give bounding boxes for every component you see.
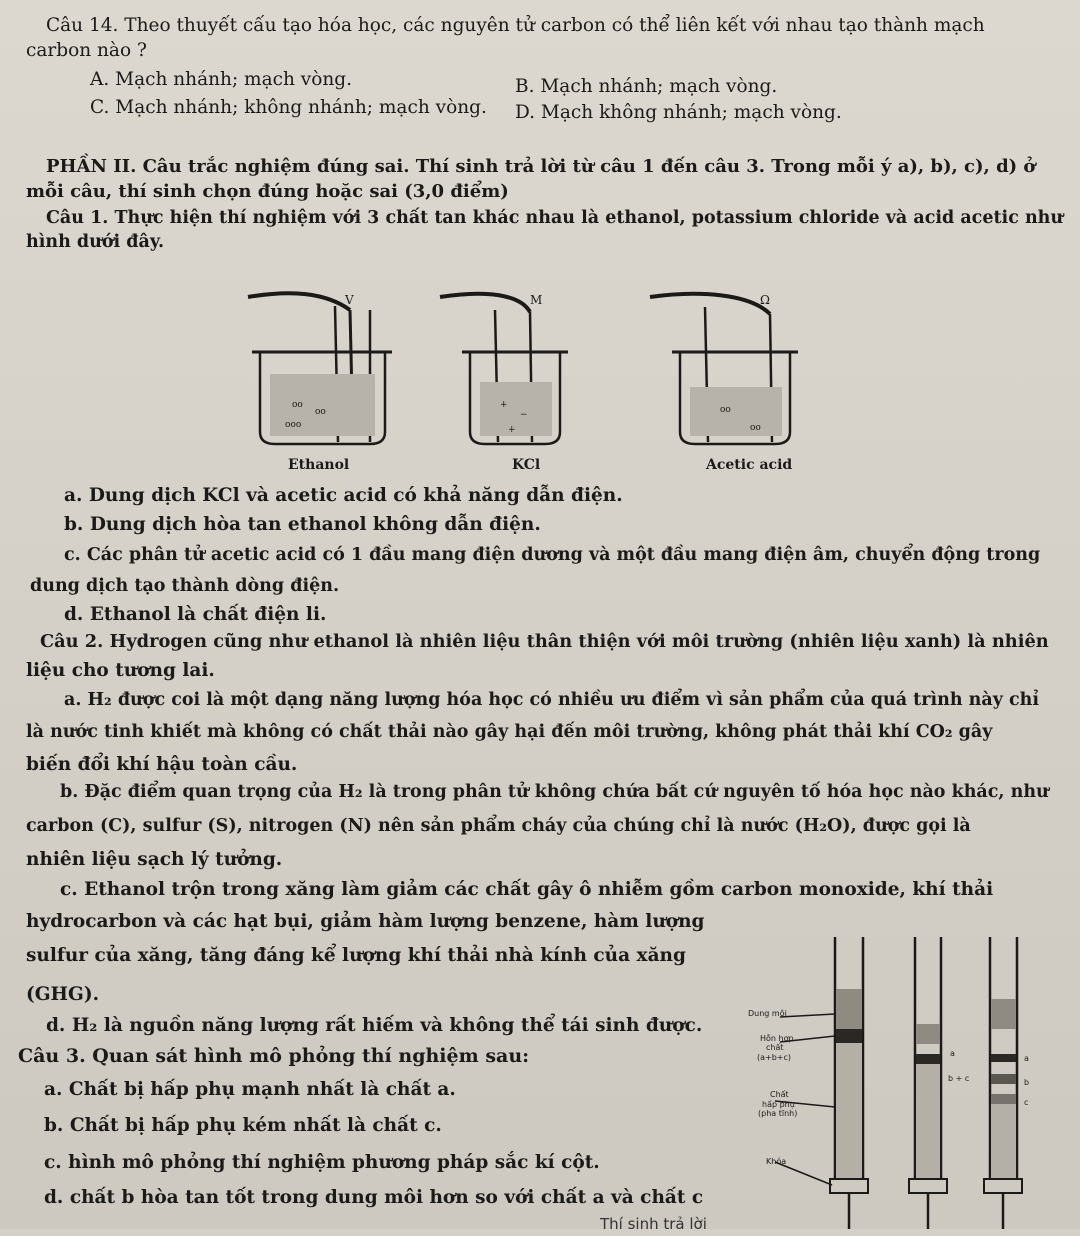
q14-option-d: D. Mạch không nhánh; mạch vòng. <box>515 102 842 123</box>
chromatography-column-figure <box>735 929 1065 1229</box>
c1-statement-b: b. Dung dịch hòa tan ethanol không dẫn điện. <box>64 514 541 535</box>
svg-text:ooo: ooo <box>285 420 302 430</box>
q14-stem-line-1: Câu 14. Theo thuyết cấu tạo hóa học, các nguyên tử carbon có thể liên kết với nhau tạo thành mạch <box>46 15 985 36</box>
c2-stem-line-2: liệu cho tương lai. <box>26 660 215 681</box>
mixture-label-3: (a+b+c) <box>757 1053 792 1062</box>
q14-stem-line-2: carbon nào ? <box>26 40 147 61</box>
band-b-plus-c-label: b + c <box>948 1074 970 1083</box>
c2-statement-c-line-1: c. Ethanol trộn trong xăng làm giảm các chất gây ô nhiễm gồm carbon monoxide, khí thải <box>60 879 994 900</box>
band-a-label-column-2: a <box>950 1049 955 1058</box>
kcl-beaker <box>440 293 568 444</box>
c3-statement-a: a. Chất bị hấp phụ mạnh nhất là chất a. <box>44 1079 456 1100</box>
column-2 <box>909 937 947 1229</box>
svg-text:M: M <box>530 293 543 307</box>
c3-stem: Câu 3. Quan sát hình mô phỏng thí nghiệm sau: <box>18 1045 530 1067</box>
mixture-label-2: chất <box>766 1043 784 1052</box>
c2-statement-c-line-3: sulfur của xăng, tăng đáng kể lượng khí thải nhà kính của xăng <box>26 945 686 966</box>
mixture-label-1: Hỗn hợp <box>760 1034 794 1043</box>
c2-statement-b-line-2: carbon (C), sulfur (S), nitrogen (N) nên sản phẩm cháy của chúng chỉ là nước (H₂O), được gọi là <box>26 816 971 836</box>
q14-option-b: B. Mạch nhánh; mạch vòng. <box>515 76 778 97</box>
acetic-acid-beaker <box>650 293 798 444</box>
adsorbent-label-1: Chất <box>770 1090 789 1099</box>
svg-text:Ω: Ω <box>760 293 770 307</box>
c3-statement-d: d. chất b hòa tan tốt trong dung môi hơn so với chất a và chất c <box>44 1187 704 1208</box>
svg-text:oo: oo <box>750 423 761 433</box>
c1-statement-d: d. Ethanol là chất điện li. <box>64 604 327 625</box>
c2-statement-a-line-1: a. H₂ được coi là một dạng năng lượng hóa học có nhiều ưu điểm vì sản phẩm của quá trình này chỉ <box>64 690 1040 710</box>
c1-statement-c-line-2: dung dịch tạo thành dòng điện. <box>30 576 340 596</box>
c1-stem-line-2: hình dưới đây. <box>26 232 165 252</box>
c2-statement-c-line-4: (GHG). <box>26 984 100 1005</box>
adsorbent-label-2: hấp phụ <box>762 1100 795 1109</box>
c2-statement-d: d. H₂ là nguồn năng lượng rất hiếm và không thể tái sinh được. <box>46 1015 703 1036</box>
footer-fragment: Thí sinh trả lời <box>600 1215 707 1233</box>
kcl-label: KCl <box>512 457 541 473</box>
c1-statement-c-line-1: c. Các phân tử acetic acid có 1 đầu mang điện dương và một đầu mang điện âm, chuyển động trong <box>64 545 1041 565</box>
svg-text:oo: oo <box>292 400 303 410</box>
part2-heading-line-2: mỗi câu, thí sinh chọn đúng hoặc sai (3,0 điểm) <box>26 181 509 202</box>
ethanol-beaker <box>248 293 392 444</box>
c1-stem-line-1: Câu 1. Thực hiện thí nghiệm với 3 chất tan khác nhau là ethanol, potassium chloride và acid acetic như <box>46 208 1064 228</box>
svg-text:+: + <box>500 400 508 410</box>
c2-statement-c-line-2: hydrocarbon và các hạt bụi, giảm hàm lượng benzene, hàm lượng <box>26 911 705 932</box>
solvent-label: Dung môi <box>748 1009 787 1018</box>
part2-heading-line-1: PHẦN II. Câu trắc nghiệm đúng sai. Thí sinh trả lời từ câu 1 đến câu 3. Trong mỗi ý a), b), c), d) ở <box>46 156 1036 177</box>
band-c-label: c <box>1024 1098 1029 1107</box>
adsorbent-label-3: (pha tĩnh) <box>758 1109 798 1118</box>
c2-statement-a-line-3: biến đổi khí hậu toàn cầu. <box>26 754 298 775</box>
acetic-acid-label: Acetic acid <box>706 457 793 473</box>
band-a-label-column-3: a <box>1024 1054 1029 1063</box>
q14-option-c: C. Mạch nhánh; không nhánh; mạch vòng. <box>90 97 487 118</box>
c2-statement-b-line-1: b. Đặc điểm quan trọng của H₂ là trong phân tử không chứa bất cứ nguyên tố hóa học nào khác, như <box>60 782 1049 802</box>
column-1 <box>830 937 868 1229</box>
ethanol-label: Ethanol <box>288 457 350 473</box>
svg-text:oo: oo <box>720 405 731 415</box>
c2-stem-line-1: Câu 2. Hydrogen cũng như ethanol là nhiên liệu thân thiện với môi trường (nhiên liệu xanh) là nhiên <box>40 631 1049 652</box>
svg-text:−: − <box>520 410 528 420</box>
svg-text:V: V <box>345 293 354 307</box>
c3-statement-b: b. Chất bị hấp phụ kém nhất là chất c. <box>44 1115 442 1136</box>
c2-statement-b-line-3: nhiên liệu sạch lý tưởng. <box>26 849 283 870</box>
c2-statement-a-line-2: là nước tinh khiết mà không có chất thải nào gây hại đến môi trường, không phát thải khí CO₂ gây <box>26 722 993 742</box>
c3-statement-c: c. hình mô phỏng thí nghiệm phương pháp sắc kí cột. <box>44 1152 600 1173</box>
valve-label: Khóa <box>766 1157 787 1166</box>
c1-statement-a: a. Dung dịch KCl và acetic acid có khả năng dẫn điện. <box>64 485 623 506</box>
q14-option-a: A. Mạch nhánh; mạch vòng. <box>90 69 353 90</box>
svg-text:+: + <box>508 425 516 435</box>
band-b-label: b <box>1024 1078 1030 1087</box>
svg-text:oo: oo <box>315 407 326 417</box>
column-3 <box>984 937 1022 1229</box>
conductivity-experiment-figure <box>230 282 810 482</box>
